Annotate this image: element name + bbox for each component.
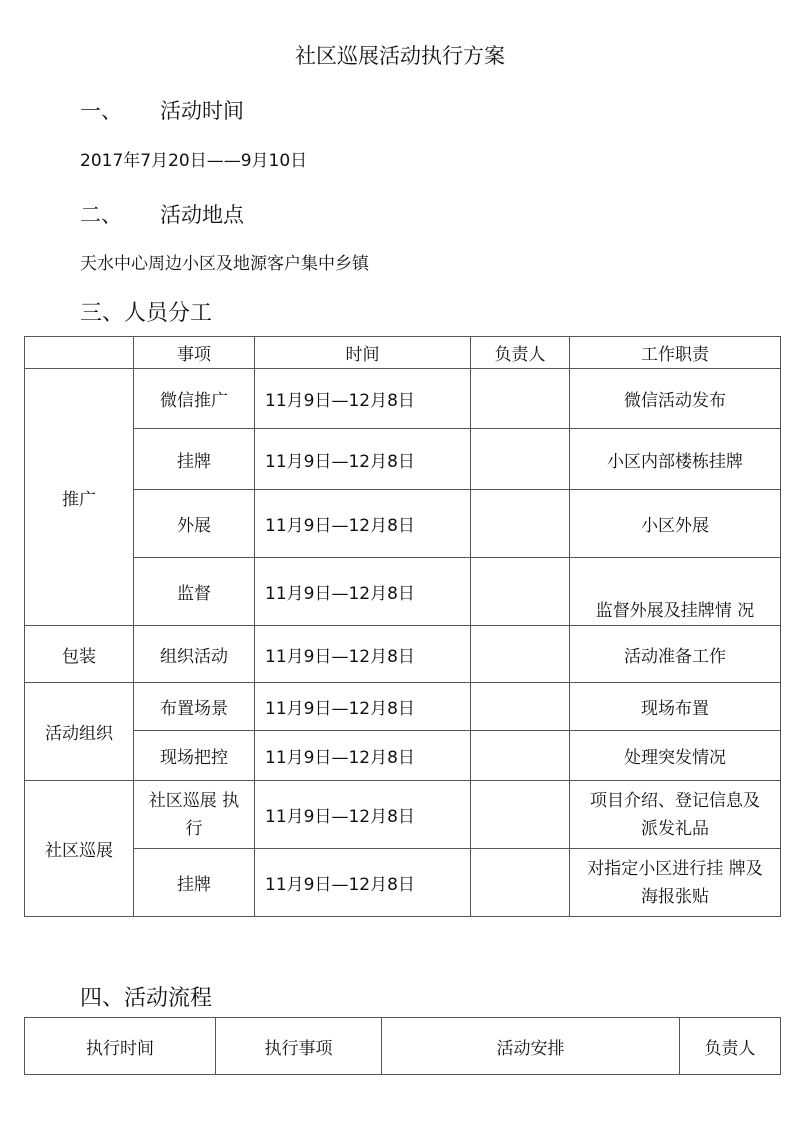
owner-cell xyxy=(471,369,570,429)
item-cell: 现场把控 xyxy=(134,731,255,781)
time-cell: 11月9日—12月8日 xyxy=(255,429,471,490)
time-cell: 11月9日—12月8日 xyxy=(255,490,471,558)
group-cell: 活动组织 xyxy=(25,683,134,781)
duty-cell: 现场布置 xyxy=(570,683,781,731)
duty-cell: 监督外展及挂牌情 况 xyxy=(570,558,781,626)
table-header-row xyxy=(25,1018,781,1075)
table-header-row xyxy=(25,337,781,369)
item-cell: 挂牌 xyxy=(134,849,255,917)
owner-cell xyxy=(471,558,570,626)
group-cell: 社区巡展 xyxy=(25,781,134,917)
item-cell xyxy=(134,781,255,849)
table-row xyxy=(25,849,781,917)
item-cell: 挂牌 xyxy=(134,429,255,490)
time-cell: 11月9日—12月8日 xyxy=(255,731,471,781)
owner-cell xyxy=(471,683,570,731)
duty-cell: 微信活动发布 xyxy=(570,369,781,429)
header-cell xyxy=(25,337,134,369)
section-3-heading: 三、人员分工 xyxy=(80,301,213,326)
header-cell: 活动安排 xyxy=(382,1018,680,1075)
time-cell: 11月9日—12月8日 xyxy=(255,849,471,917)
group-cell: 推广 xyxy=(25,369,134,626)
header-cell: 时间 xyxy=(255,337,471,369)
header-cell: 工作职责 xyxy=(570,337,781,369)
table-row xyxy=(25,731,781,781)
section-1-content: 2017年7月20日——9月10日 xyxy=(80,151,308,171)
time-cell: 11月9日—12月8日 xyxy=(255,558,471,626)
time-cell: 11月9日—12月8日 xyxy=(255,626,471,683)
owner-cell xyxy=(471,731,570,781)
owner-cell xyxy=(471,626,570,683)
header-cell: 执行事项 xyxy=(216,1018,382,1075)
time-cell: 11月9日—12月8日 xyxy=(255,781,471,849)
header-cell: 负责人 xyxy=(471,337,570,369)
table-row xyxy=(25,683,781,731)
item-cell: 微信推广 xyxy=(134,369,255,429)
duty-text: 项目介绍、登记信息及派发礼品 xyxy=(590,790,760,839)
table-row xyxy=(25,626,781,683)
table-row xyxy=(25,490,781,558)
group-cell: 包装 xyxy=(25,626,134,683)
duty-text: 对指定小区进行挂 牌及海报张贴 xyxy=(587,858,763,907)
time-cell: 11月9日—12月8日 xyxy=(255,683,471,731)
time-cell: 11月9日—12月8日 xyxy=(255,369,471,429)
duty-cell: 小区外展 xyxy=(570,490,781,558)
item-text: 社区巡展 执行 xyxy=(148,790,240,839)
owner-cell xyxy=(471,429,570,490)
header-cell: 事项 xyxy=(134,337,255,369)
section-2-number: 二、 xyxy=(80,203,122,227)
duty-cell: 处理突发情况 xyxy=(570,731,781,781)
section-2-content: 天水中心周边小区及地源客户集中乡镇 xyxy=(80,254,369,274)
item-cell: 布置场景 xyxy=(134,683,255,731)
header-cell: 负责人 xyxy=(680,1018,781,1075)
header-cell: 执行时间 xyxy=(25,1018,216,1075)
document-title: 社区巡展活动执行方案 xyxy=(295,44,505,68)
section-1-title: 活动时间 xyxy=(160,99,244,123)
table-row xyxy=(25,558,781,626)
item-cell: 外展 xyxy=(134,490,255,558)
section-1-number: 一、 xyxy=(80,99,122,123)
table-row xyxy=(25,429,781,490)
section-2-title: 活动地点 xyxy=(160,203,244,227)
item-cell: 组织活动 xyxy=(134,626,255,683)
duty-cell xyxy=(570,849,781,917)
staff-assignment-table xyxy=(24,336,781,917)
activity-flow-table xyxy=(24,1017,781,1075)
duty-cell: 活动准备工作 xyxy=(570,626,781,683)
owner-cell xyxy=(471,849,570,917)
duty-cell: 小区内部楼栋挂牌 xyxy=(570,429,781,490)
section-4-heading: 四、活动流程 xyxy=(80,986,213,1011)
owner-cell xyxy=(471,781,570,849)
table-row xyxy=(25,369,781,429)
owner-cell xyxy=(471,490,570,558)
table-row xyxy=(25,781,781,849)
duty-cell xyxy=(570,781,781,849)
item-cell: 监督 xyxy=(134,558,255,626)
